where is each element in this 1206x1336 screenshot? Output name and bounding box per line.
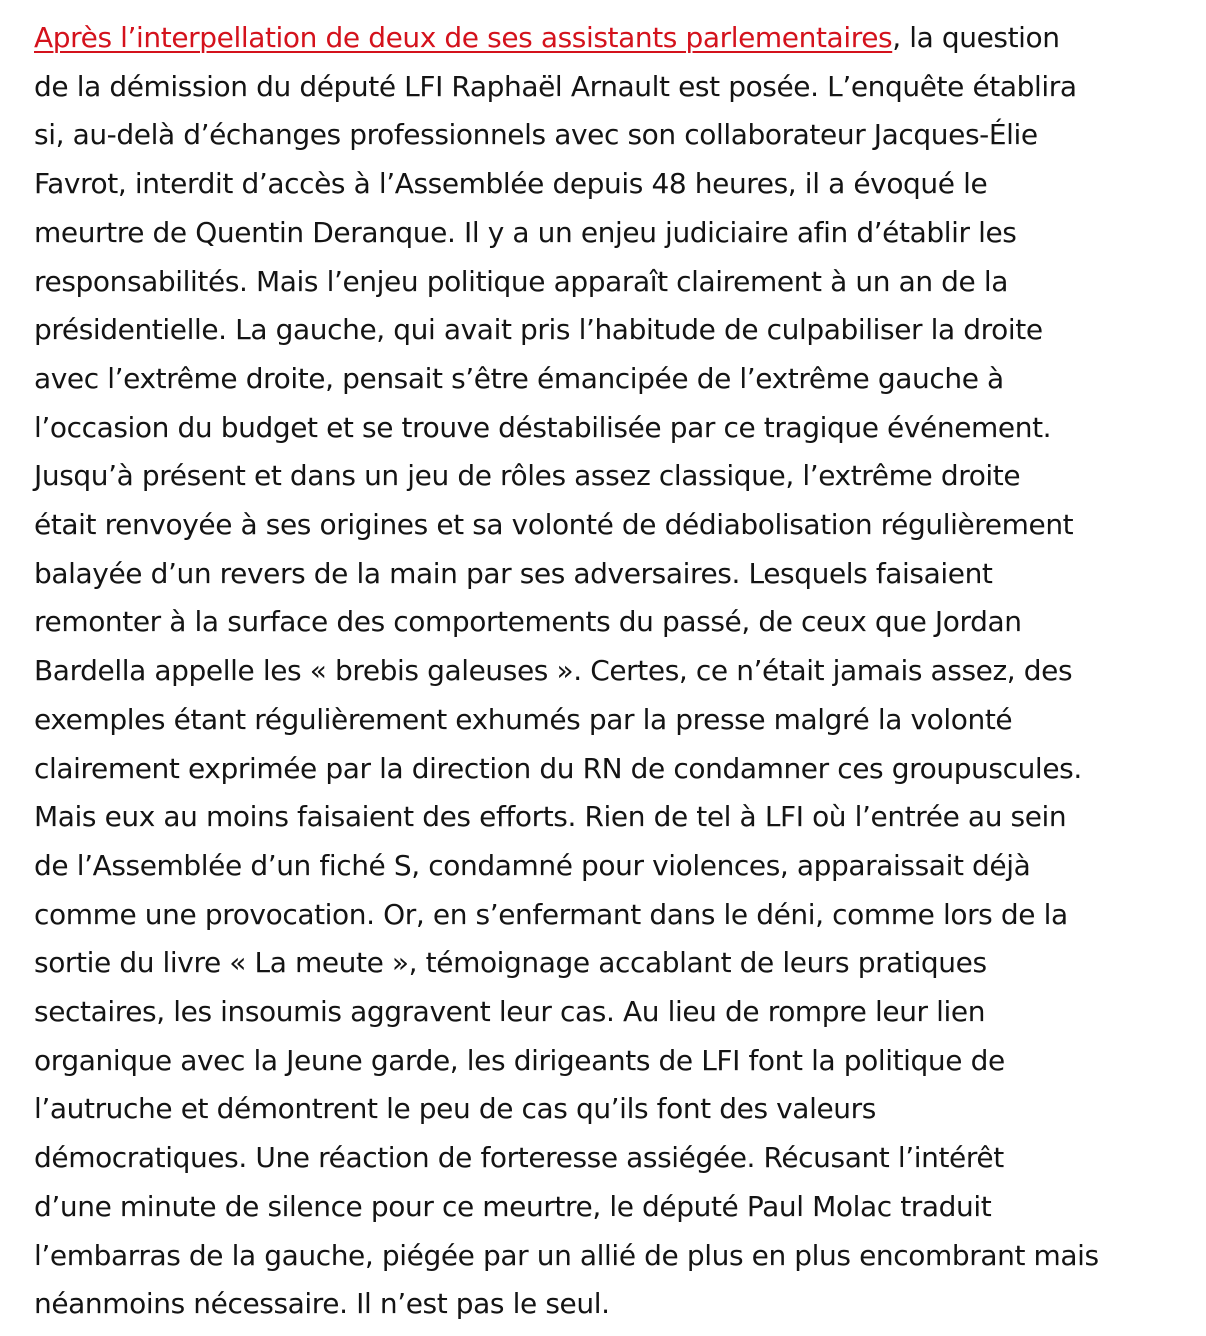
article-line: clairement exprimée par la direction du RN de condamner ces groupuscules. (34, 751, 1082, 785)
article-line: de la démission du député LFI Raphaël Arnault est posée. L’enquête établira (34, 69, 1077, 103)
article-line: comme une provocation. Or, en s’enfermant dans le déni, comme lors de la (34, 897, 1068, 931)
article-line: de l’Assemblée d’un fiché S, condamné pour violences, apparaissait déjà (34, 848, 1031, 882)
article-line: meurtre de Quentin Deranque. Il y a un enjeu judiciaire afin d’établir les (34, 215, 1017, 249)
article-line: néanmoins nécessaire. Il n’est pas le seul. (34, 1287, 610, 1321)
article-line: si, au-delà d’échanges professionnels avec son collaborateur Jacques-Élie (34, 118, 1038, 152)
article-line-text: , la question (892, 21, 1060, 54)
article-line: sortie du livre « La meute », témoignage accablant de leurs pratiques (34, 946, 987, 980)
article-line: organique avec la Jeune garde, les dirigeants de LFI font la politique de (34, 1043, 1005, 1077)
article-line: l’occasion du budget et se trouve déstabilisée par ce tragique événement. (34, 410, 1052, 444)
article-line: avec l’extrême droite, pensait s’être émancipée de l’extrême gauche à (34, 361, 1004, 395)
article-line: remonter à la surface des comportements du passé, de ceux que Jordan (34, 605, 1022, 639)
article-line: sectaires, les insoumis aggravent leur cas. Au lieu de rompre leur lien (34, 995, 986, 1029)
article-line: était renvoyée à ses origines et sa volonté de dédiabolisation régulièrement (34, 508, 1074, 542)
article-body (34, 14, 1174, 1329)
article-line: balayée d’un revers de la main par ses adversaires. Lesquels faisaient (34, 556, 993, 590)
article-line: Favrot, interdit d’accès à l’Assemblée depuis 48 heures, il a évoqué le (34, 167, 988, 201)
article-line: exemples étant régulièrement exhumés par la presse malgré la volonté (34, 702, 1013, 736)
article-line: l’embarras de la gauche, piégée par un allié de plus en plus encombrant mais (34, 1238, 1099, 1272)
article-line: responsabilités. Mais l’enjeu politique apparaît clairement à un an de la (34, 264, 1009, 298)
article-line: Jusqu’à présent et dans un jeu de rôles assez classique, l’extrême droite (34, 459, 1021, 493)
article-line: Bardella appelle les « brebis galeuses ». Certes, ce n’était jamais assez, des (34, 654, 1073, 688)
article-line: d’une minute de silence pour ce meurtre, le député Paul Molac traduit (34, 1189, 992, 1223)
article-line: l’autruche et démontrent le peu de cas qu’ils font des valeurs (34, 1092, 876, 1126)
article-line: présidentielle. La gauche, qui avait pris l’habitude de culpabiliser la droite (34, 313, 1043, 347)
article-line: démocratiques. Une réaction de forteresse assiégée. Récusant l’intérêt (34, 1141, 1004, 1175)
article-line: Mais eux au moins faisaient des efforts. Rien de tel à LFI où l’entrée au sein (34, 800, 1067, 834)
article-inline-link[interactable]: Après l’interpellation de deux de ses assistants parlementaires (34, 21, 893, 54)
article-line (34, 14, 1174, 63)
